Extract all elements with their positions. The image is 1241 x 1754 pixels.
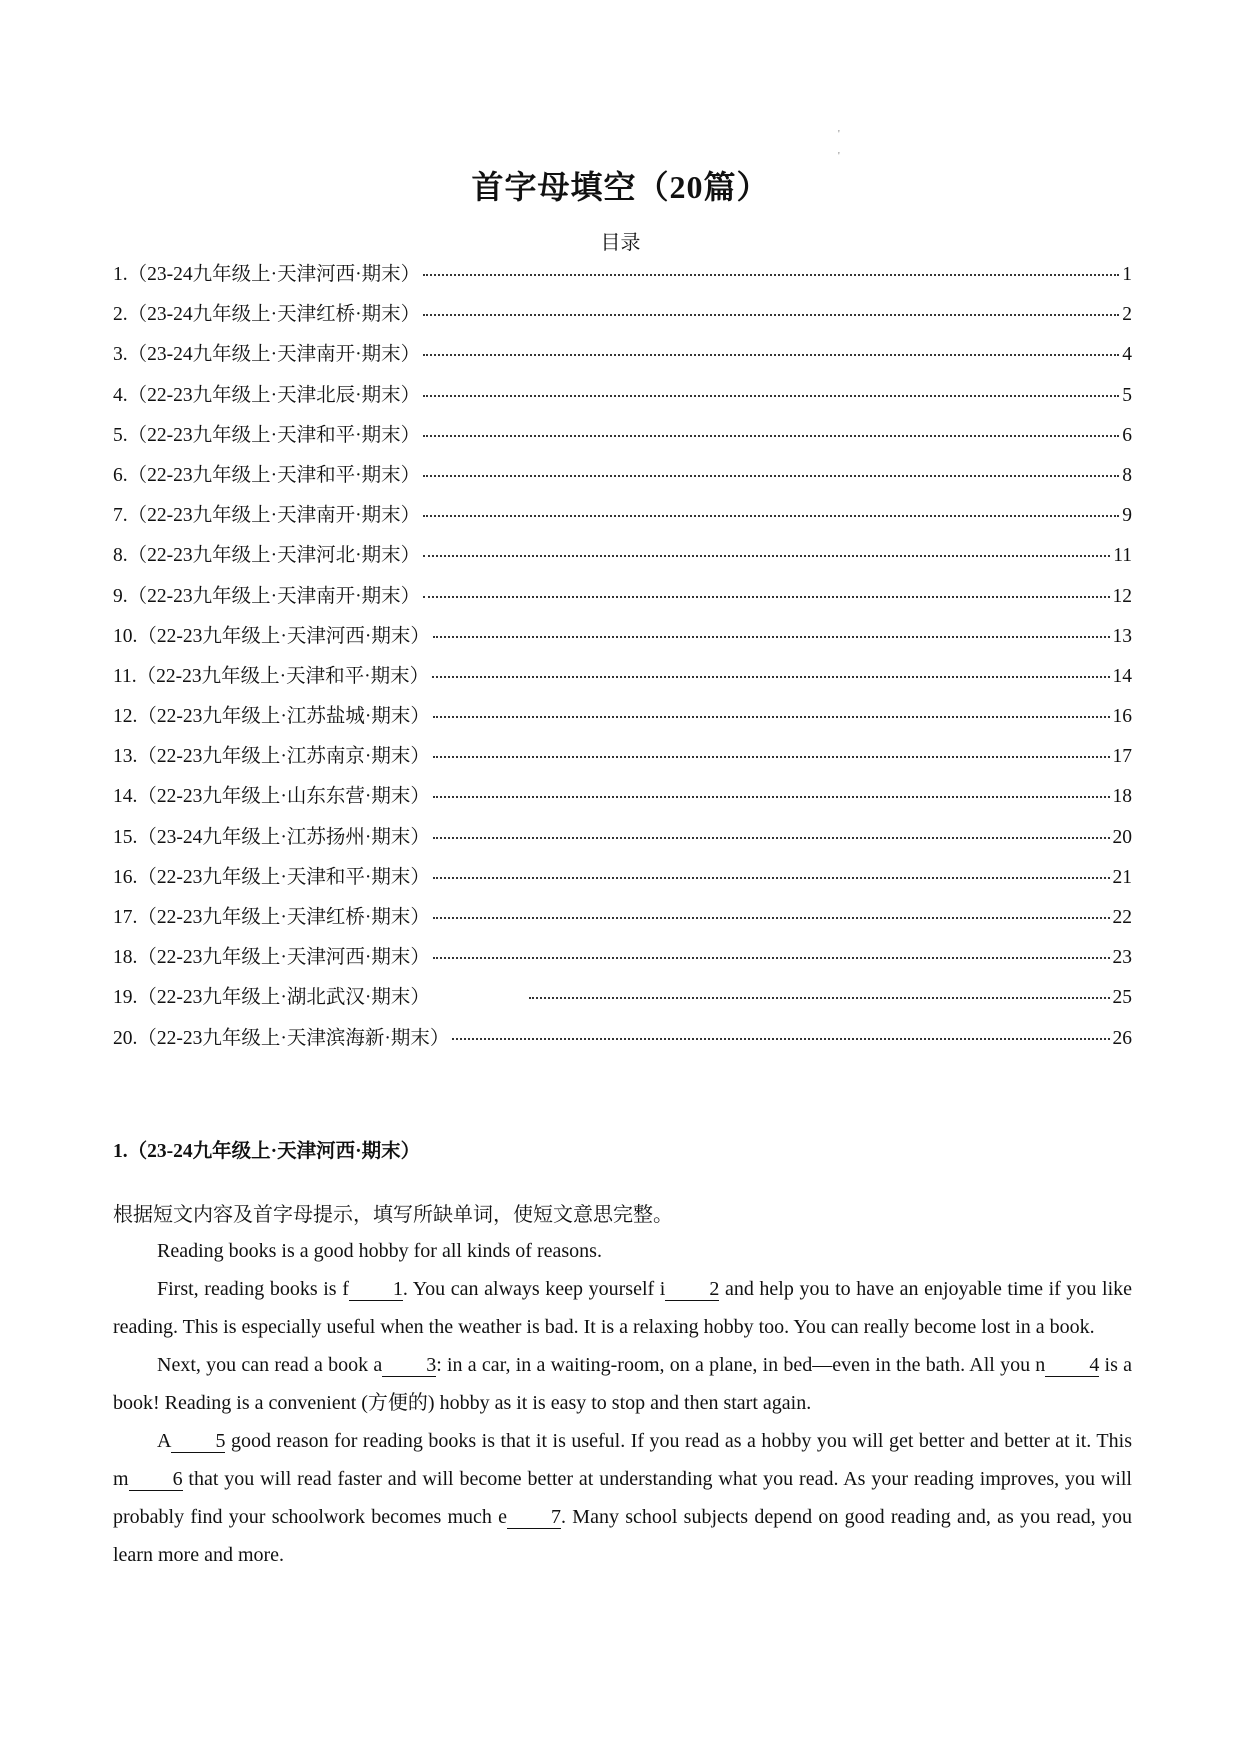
toc-leader-dots [433, 917, 1110, 919]
paragraph-text: that you will read faster and will become better at understanding what you read. As your reading improves, you will probably find your schoolwork becomes much e [113, 1468, 1132, 1528]
toc-leader-dots [423, 555, 1110, 557]
toc-leader-dots [423, 596, 1109, 598]
toc-entry[interactable] [113, 740, 1132, 780]
toc-entry-page: 1 [1122, 264, 1132, 285]
toc-leader-dots [433, 957, 1110, 959]
toc-entry-page: 6 [1122, 424, 1132, 446]
toc-entry-label: 18.（22-23九年级上·天津河西·期末） [113, 947, 430, 969]
toc-entry-page: 12 [1112, 585, 1132, 607]
toc-entry[interactable] [113, 539, 1132, 579]
toc-entry-page: 4 [1122, 344, 1132, 366]
toc-entry-label: 20.（22-23九年级上·天津滨海新·期末） [113, 1027, 450, 1049]
toc-entry[interactable] [113, 419, 1132, 459]
toc-leader-dots [433, 716, 1110, 718]
toc-entry-page: 16 [1112, 706, 1132, 728]
toc-entry-label: 16.（22-23九年级上·天津和平·期末） [113, 866, 430, 888]
toc-leader-dots [423, 354, 1119, 356]
paragraph-text: and help you to have an enjoyable time if you like reading. This is especially useful when the weather is bad. It is a relaxing hobby too. You can really become lost in a book. [113, 1278, 1133, 1338]
toc-entry-label: 12.（22-23九年级上·江苏盐城·期末） [113, 706, 430, 728]
toc-entry-page: 5 [1122, 384, 1132, 406]
toc-entry-label: 4.（22-23九年级上·天津北辰·期末） [113, 384, 421, 406]
blank-3[interactable]: 3 [382, 1354, 436, 1377]
toc-entry[interactable] [113, 298, 1132, 338]
toc-entry[interactable] [113, 379, 1132, 419]
blank-1[interactable]: 1 [349, 1278, 403, 1301]
blank-7[interactable]: 7 [507, 1506, 561, 1529]
toc-leader-dots [433, 636, 1110, 638]
paragraph-text: Reading books is a good hobby for all kinds of reasons. [157, 1240, 602, 1262]
table-of-contents [113, 258, 1132, 1062]
toc-entry[interactable] [113, 780, 1132, 820]
toc-entry[interactable] [113, 499, 1132, 539]
toc-entry-page: 13 [1112, 625, 1132, 647]
toc-entry-label: 8.（22-23九年级上·天津河北·期末） [113, 545, 421, 567]
toc-leader-dots [423, 435, 1119, 437]
paragraph-4 [113, 1422, 1132, 1574]
paragraph-1 [113, 1232, 1132, 1270]
toc-leader-dots [529, 997, 1110, 999]
toc-entry-label: 11.（22-23九年级上·天津和平·期末） [113, 665, 430, 687]
document-title: 首字母填空（20篇） [471, 169, 770, 205]
paragraph-text: . Many school subjects depend on good reading and, as you read, you learn more and more. [113, 1506, 1132, 1566]
toc-entry-page: 11 [1113, 545, 1132, 567]
toc-leader-dots [433, 796, 1110, 798]
toc-entry[interactable] [113, 700, 1132, 740]
toc-entry-page: 17 [1112, 746, 1132, 768]
toc-entry-label: 1.（23-24九年级上·天津河西·期末） [113, 264, 421, 285]
toc-entry-page: 26 [1112, 1027, 1132, 1049]
toc-entry[interactable] [113, 901, 1132, 941]
toc-entry[interactable] [113, 1022, 1132, 1062]
toc-entry-page: 20 [1112, 826, 1132, 848]
paragraph-text: is a book! Reading is a convenient (方便的) hobby as it is easy to stop and then start again. [113, 1354, 1132, 1414]
paragraph-text: Next, you can read a book a [157, 1354, 383, 1376]
toc-entry[interactable] [113, 580, 1132, 620]
toc-leader-dots [423, 274, 1119, 276]
paragraph-3 [113, 1346, 1132, 1422]
toc-entry[interactable] [113, 338, 1132, 378]
toc-entry-label: 6.（22-23九年级上·天津和平·期末） [113, 464, 421, 486]
toc-leader-dots [433, 877, 1110, 879]
paragraph-2 [113, 1270, 1132, 1346]
section-instruction: 根据短文内容及首字母提示，填写所缺单词，使短文意思完整。 [113, 1204, 673, 1226]
toc-entry-page: 9 [1122, 505, 1132, 527]
toc-entry-label: 19.（22-23九年级上·湖北武汉·期末） [113, 987, 430, 1009]
toc-entry-label: 14.（22-23九年级上·山东东营·期末） [113, 786, 430, 808]
toc-entry[interactable] [113, 941, 1132, 981]
paragraph-text: A [157, 1430, 172, 1452]
toc-entry-page: 18 [1112, 786, 1132, 808]
toc-leader-dots [432, 676, 1109, 678]
paragraph-text: : in a car, in a waiting-room, on a plane, in bed—even in the bath. All you n [436, 1354, 1046, 1376]
toc-leader-dots [423, 314, 1119, 316]
toc-leader-dots [423, 515, 1119, 517]
paragraph-text: . You can always keep yourself i [402, 1278, 666, 1300]
toc-leader-dots [452, 1038, 1109, 1040]
blank-2[interactable]: 2 [665, 1278, 719, 1301]
paragraph-text: First, reading books is f [157, 1278, 349, 1300]
toc-entry[interactable] [113, 660, 1132, 700]
section-title: 1.（23-24九年级上·天津河西·期末） [113, 1141, 421, 1162]
toc-entry-page: 2 [1122, 304, 1132, 326]
toc-entry-label: 15.（23-24九年级上·江苏扬州·期末） [113, 826, 430, 848]
scan-marks: ' ' [838, 129, 840, 162]
toc-entry-page: 22 [1112, 907, 1132, 928]
toc-entry-label: 10.（22-23九年级上·天津河西·期末） [113, 625, 430, 647]
toc-entry-page: 23 [1112, 947, 1132, 969]
blank-5[interactable]: 5 [171, 1430, 225, 1453]
toc-entry-label: 2.（23-24九年级上·天津红桥·期末） [113, 304, 421, 326]
toc-heading: 目录 [600, 232, 641, 254]
toc-entry[interactable] [113, 981, 1132, 1021]
toc-entry[interactable] [113, 821, 1132, 861]
toc-entry[interactable] [113, 459, 1132, 499]
toc-entry-label: 3.（23-24九年级上·天津南开·期末） [113, 344, 421, 366]
toc-entry-label: 17.（22-23九年级上·天津红桥·期末） [113, 907, 430, 928]
blank-4[interactable]: 4 [1045, 1354, 1099, 1377]
toc-leader-dots [433, 756, 1110, 758]
toc-entry-page: 8 [1122, 464, 1132, 486]
toc-entry[interactable] [113, 258, 1132, 298]
paragraph-text: good reason for reading books is that it is useful. If you read as a hobby you will get better and better at it. This m [113, 1430, 1132, 1490]
toc-leader-dots [433, 837, 1110, 839]
toc-leader-dots [423, 475, 1119, 477]
toc-entry-page: 21 [1112, 866, 1132, 888]
toc-entry-page: 25 [1112, 987, 1132, 1009]
toc-entry-label: 13.（22-23九年级上·江苏南京·期末） [113, 746, 430, 768]
toc-entry-label: 9.（22-23九年级上·天津南开·期末） [113, 585, 421, 607]
toc-entry-page: 14 [1112, 665, 1132, 687]
toc-entry[interactable] [113, 620, 1132, 660]
toc-entry[interactable] [113, 861, 1132, 901]
toc-leader-dots [423, 395, 1119, 397]
toc-entry-label: 5.（22-23九年级上·天津和平·期末） [113, 424, 421, 446]
blank-6[interactable]: 6 [129, 1468, 183, 1491]
toc-entry-label: 7.（22-23九年级上·天津南开·期末） [113, 505, 421, 527]
passage [113, 1232, 1132, 1574]
